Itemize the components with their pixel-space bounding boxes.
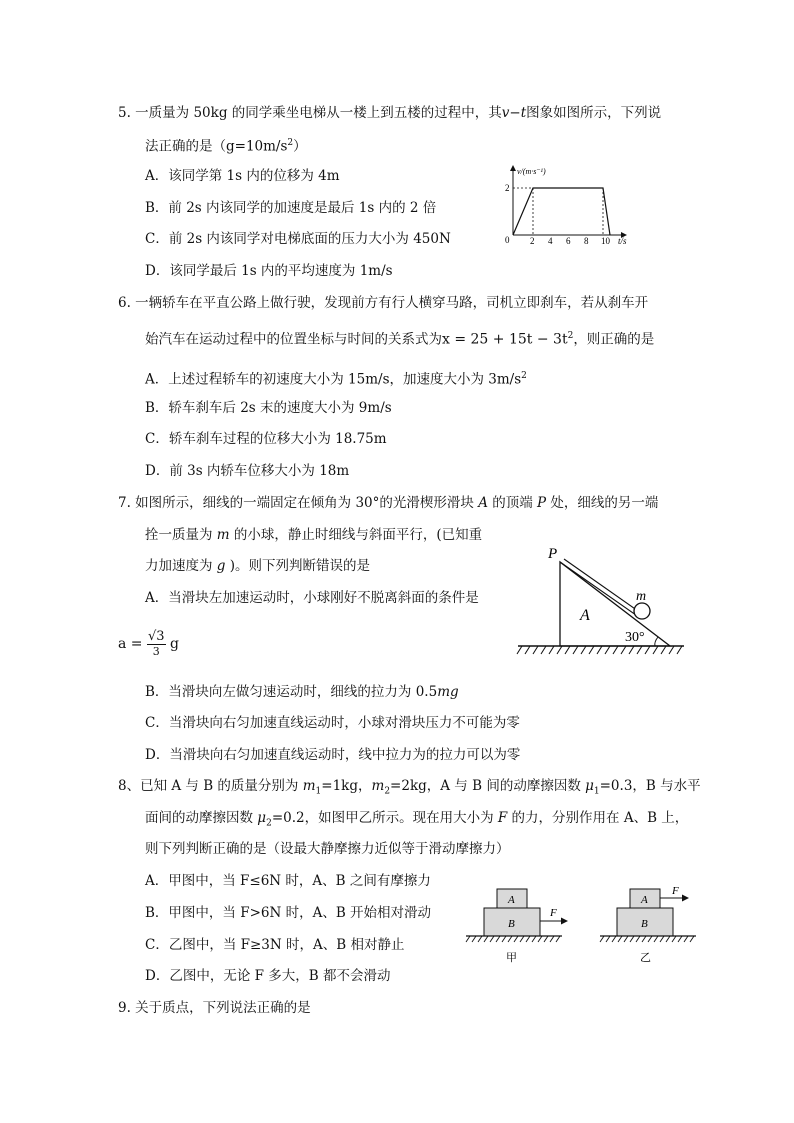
q8-F-symbol: F [497, 810, 508, 826]
q8-yi-ground-hatch [600, 936, 694, 942]
q5-graph-origin: 0 [505, 235, 510, 245]
q6-option-a-text: A．上述过程轿车的初速度大小为 15m/s，加速度大小为 3m/s [145, 371, 522, 388]
q7-option-b [145, 683, 459, 701]
q5-stem-line2 [145, 134, 307, 156]
q5-stem2-sup: 2 [287, 138, 294, 148]
q7-stem1-text: 7. 如图所示，细线的一端固定在倾角为 30°的光滑楔形滑块 [118, 495, 479, 511]
q8-mu1-symbol: μ [585, 778, 594, 794]
q8-yi-label-B: B [641, 918, 648, 930]
q7-label-angle: 30° [625, 630, 645, 645]
q7-stem1-text-b: 的顶端 [487, 495, 538, 511]
q7-stem3-text-b: )。则下列判断错误的是 [225, 558, 371, 574]
q7-wedge [560, 562, 670, 646]
q8-mu2-sub: 2 [266, 818, 272, 829]
q7-option-b-text: B．当滑块向左做匀速运动时，细线的拉力为 0.5 [145, 684, 438, 700]
q8-figure-yi [598, 885, 718, 965]
q5-stem2-text: 法正确的是（g=10m/s [145, 138, 288, 155]
q5-graph-ylabel: v/(m·s⁻¹) [517, 167, 546, 176]
q5-option-c: C．前 2s 内该同学对电梯底面的压力大小为 450N [145, 231, 451, 247]
q7-stem2-text: 拴一质量为 [145, 527, 217, 543]
q8-stem2-text-b: =0.2，如图甲乙所示。现在用大小为 [271, 810, 498, 826]
q6-option-b: B．轿车刹车后 2s 末的速度大小为 9m/s [145, 400, 392, 416]
q9-stem: 9. 关于质点，下列说法正确的是 [118, 1000, 311, 1016]
q8-mu2-symbol: μ [257, 810, 267, 826]
q8-stem-line2 [145, 809, 688, 833]
q7-string [560, 562, 636, 615]
q7-wedge-figure [510, 538, 690, 658]
q8-m1-symbol: m [302, 778, 316, 794]
q6-stem2-tail: ，则正确的是 [573, 331, 655, 348]
q7-option-c: C．当滑块向右匀加速直线运动时，小球对滑块压力不可能为零 [145, 715, 520, 731]
q8-stem1-text: 8、已知 A 与 B 的质量分别为 [118, 778, 303, 794]
q7-angle-arc [655, 637, 658, 646]
q8-yi-label-F: F [672, 885, 679, 897]
q5-option-d: D．该同学最后 1s 内的平均速度为 1m/s [145, 263, 393, 279]
q5-option-b: B．前 2s 内该同学的加速度是最后 1s 内的 2 倍 [145, 200, 437, 216]
q6-formula-sup: 2 [567, 331, 574, 341]
q7-option-b-mg: mg [437, 684, 459, 700]
q8-figure-jia [462, 885, 582, 965]
q5-stem2-close: ） [293, 138, 307, 155]
q8-yi-caption: 乙 [640, 952, 651, 964]
q8-stem-line3: 则下列判断正确的是（设最大静摩擦力近似等于滑动摩擦力） [145, 841, 510, 857]
q7-formula-denominator: 3 [152, 644, 160, 658]
q5-option-a: A．该同学第 1s 内的位移为 4m [145, 168, 340, 184]
q8-mu1-sub: 1 [593, 786, 600, 797]
q7-stem-line3 [145, 557, 370, 575]
q7-A-symbol: A [478, 495, 488, 511]
q8-stem1-text-d: =0.3，B 与水平 [599, 778, 701, 794]
q7-ball [634, 603, 650, 619]
q7-stem-line2 [145, 526, 482, 544]
q5-stem-text: 5. 一质量为 50kg 的同学乘坐电梯从一楼上到五楼的过程中，其 [118, 105, 502, 121]
q7-label-m: m [636, 589, 647, 604]
q8-option-a: A．甲图中，当 F≤6N 时，A、B 之间有摩擦力 [145, 873, 431, 889]
q7-formula-a: a = [118, 636, 147, 652]
q7-label-P: P [548, 546, 558, 562]
q7-option-d: D．当滑块向右匀加速直线运动时，线中拉力为的拉力可以为零 [145, 747, 521, 763]
q7-stem1-text-c: 处，细线的另一端 [546, 495, 659, 511]
q8-m2-sub: 2 [384, 786, 391, 797]
q5-stem-text-b: 图象如图所示，下列说 [526, 105, 662, 121]
q7-formula-g: g [165, 636, 179, 652]
q8-yi-label-A: A [641, 894, 648, 906]
q8-stem2-text-c: 的力，分别作用在 A、B 上， [507, 810, 689, 826]
q8-option-d: D．乙图中，无论 F 多大，B 都不会滑动 [145, 968, 391, 984]
q5-t-symbol: t [520, 105, 527, 121]
q7-P-symbol: P [537, 495, 547, 511]
q6-stem-line2 [145, 327, 654, 349]
q5-graph-x-tick-10: 10 [601, 236, 610, 246]
q6-stem-line1: 6. 一辆轿车在平直公路上做行驶，发现前方有行人横穿马路，司机立即刹车，若从刹车开 [118, 295, 649, 311]
q5-graph-x-tick-8: 8 [584, 236, 589, 246]
q5-graph-xlabel: t/s [618, 236, 627, 246]
q8-stem-line1 [118, 777, 701, 801]
q7-ground-hatch [517, 646, 682, 654]
q5-graph-x-tick-6: 6 [566, 236, 571, 246]
q6-option-c: C．轿车刹车过程的位移大小为 18.75m [145, 431, 387, 447]
q8-stem1-text-b: =1kg， [321, 778, 372, 794]
q5-graph-x-tick-4: 4 [548, 236, 553, 246]
q7-g-symbol: g [216, 558, 226, 574]
q5-v-symbol: v [501, 105, 510, 121]
q8-jia-label-F: F [550, 907, 557, 919]
q8-m1-sub: 1 [315, 786, 322, 797]
q7-formula-numerator: √3 [147, 628, 165, 644]
q7-stem-line1 [118, 494, 658, 512]
q6-formula: x = 25 + 15t − 3t [442, 331, 568, 348]
q8-stem2-text: 面间的动摩擦因数 [145, 810, 258, 826]
q6-option-a [145, 367, 527, 389]
q5-graph-y-tick-2: 2 [505, 183, 510, 193]
q6-option-d: D．前 3s 内轿车位移大小为 18m [145, 463, 350, 479]
q7-stem3-text: 力加速度为 [145, 558, 217, 574]
q5-graph-velocity-line [513, 188, 610, 235]
q8-stem1-text-c: =2kg，A 与 B 间的动摩擦因数 [390, 778, 586, 794]
q8-jia-label-B: B [508, 918, 515, 930]
q7-m-symbol: m [216, 527, 230, 543]
q7-option-a-formula [118, 628, 179, 659]
q5-graph-x-tick-2: 2 [530, 236, 535, 246]
q8-m2-symbol: m [371, 778, 385, 794]
q7-string-inner [564, 559, 638, 611]
q7-stem2-text-b: 的小球，静止时细线与斜面平行，(已知重 [229, 527, 483, 543]
q7-option-a: A．当滑块左加速运动时，小球刚好不脱离斜面的条件是 [145, 590, 479, 606]
q8-option-b: B．甲图中，当 F>6N 时，A、B 开始相对滑动 [145, 905, 432, 921]
q6-stem2-text: 始汽车在运动过程中的位置坐标与时间的关系式为 [145, 331, 442, 348]
q6-option-a-sup: 2 [521, 371, 527, 381]
q8-jia-ground-hatch [466, 936, 560, 942]
q7-label-A: A [580, 607, 590, 624]
q8-jia-caption: 甲 [506, 952, 517, 964]
q8-jia-label-A: A [508, 894, 515, 906]
q5-vt-graph [500, 160, 640, 250]
q8-option-c: C．乙图中，当 F≥3N 时，A、B 相对静止 [145, 937, 405, 953]
q5-stem-line1 [118, 104, 661, 122]
q5-dash: − [509, 105, 521, 121]
q7-formula-fraction [147, 630, 166, 659]
